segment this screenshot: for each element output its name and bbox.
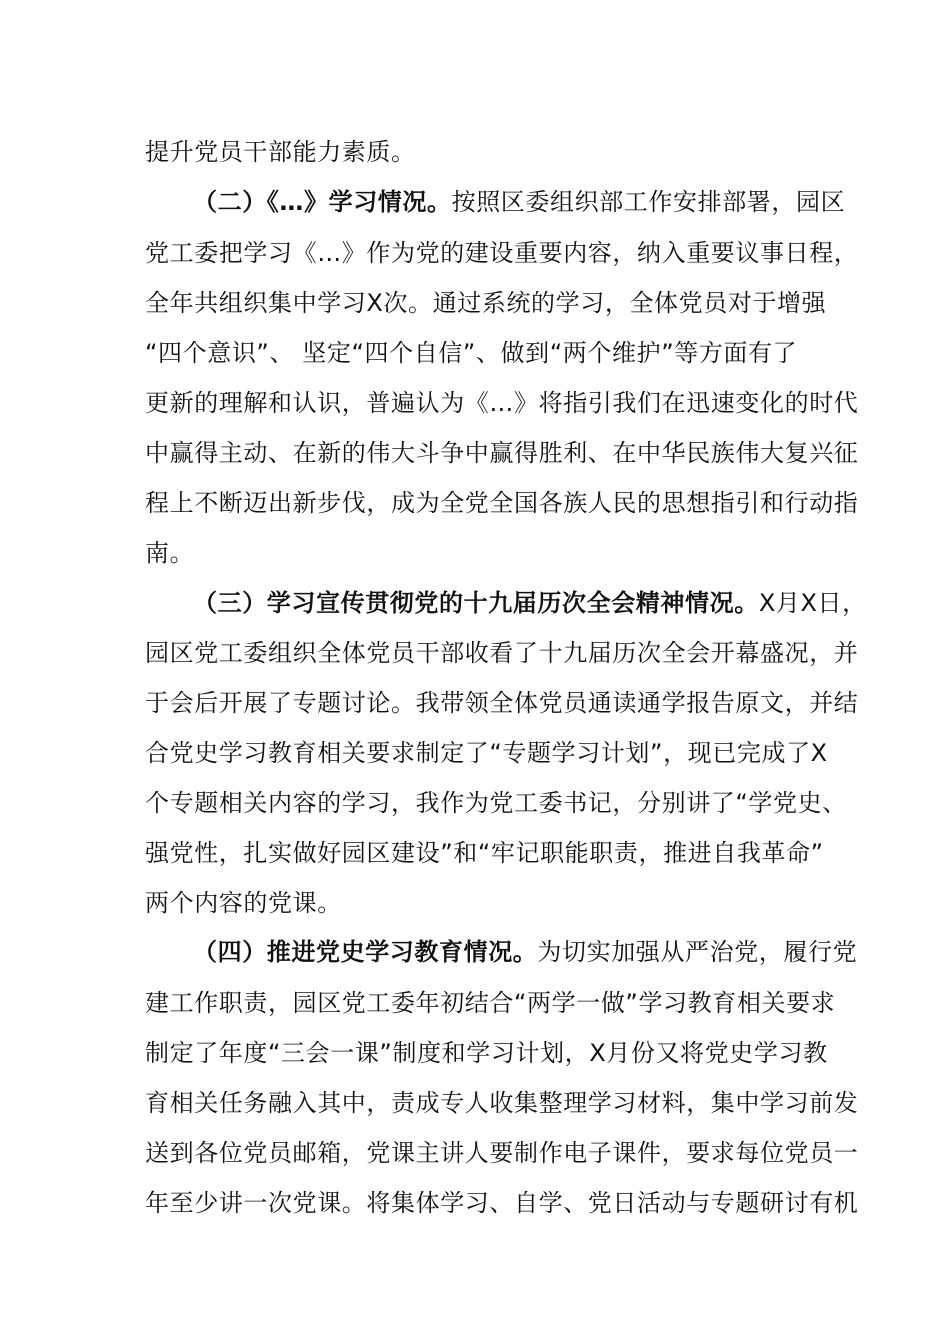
paragraph-first-line: （四）推进党史学习教育情况。为切实加强从严治党，履行党 xyxy=(193,938,858,966)
body-line: 年至少讲一次党课。将集体学习、自学、党日活动与专题研讨有机 xyxy=(145,1189,859,1217)
body-line: 强党性，扎实做好园区建设”和“牢记职能职责，推进自我革命” xyxy=(145,839,824,867)
body-line: 党工委把学习《…》作为党的建设重要内容，纳入重要议事日程， xyxy=(145,239,859,267)
body-line: 两个内容的党课。 xyxy=(145,889,342,917)
body-line: 合党史学习教育相关要求制定了“专题学习计划”，现已完成了X xyxy=(145,739,828,767)
body-line: 南。 xyxy=(145,539,195,567)
body-line: 更新的理解和认识，普遍认为《…》将指引我们在迅速变化的时代 xyxy=(145,389,859,417)
body-line: 个专题相关内容的学习，我作为党工委书记，分别讲了“学党史、 xyxy=(145,789,847,817)
paragraph-first-line: （二）《…》学习情况。按照区委组织部工作安排部署，园区 xyxy=(193,188,846,216)
body-line: 于会后开展了专题讨论。我带领全体党员通读通学报告原文，并结 xyxy=(145,689,859,717)
body-line: 制定了年度“三会一课”制度和学习计划，X月份又将党史学习教 xyxy=(145,1039,828,1067)
body-line: 全年共组织集中学习X次。通过系统的学习，全体党员对于增强 xyxy=(145,289,827,317)
body-line: 建工作职责，园区党工委年初结合“两学一做”学习教育相关要求 xyxy=(145,989,836,1017)
paragraph-first-line: （三）学习宣传贯彻党的十九届历次全会精神情况。X月X日， xyxy=(193,589,867,617)
body-line: 育相关任务融入其中，责成专人收集整理学习材料，集中学习前发 xyxy=(145,1089,859,1117)
body-line: “四个意识”、 坚定“四个自信”、做到“两个维护”等方面有了 xyxy=(145,339,798,367)
body-line: 送到各位党员邮箱，党课主讲人要制作电子课件，要求每位党员一 xyxy=(145,1139,859,1167)
body-line: 提升党员干部能力素质。 xyxy=(145,138,416,166)
section-heading-3: （三）学习宣传贯彻党的十九届历次全会精神情况。 xyxy=(193,589,759,617)
body-line: 程上不断迈出新步伐，成为全党全国各族人民的思想指引和行动指 xyxy=(145,489,859,517)
body-line: 中赢得主动、在新的伟大斗争中赢得胜利、在中华民族伟大复兴征 xyxy=(145,439,859,467)
section-heading-2: （二）《…》学习情况。 xyxy=(193,188,452,216)
body-line: 园区党工委组织全体党员干部收看了十九届历次全会开幕盛况，并 xyxy=(145,639,859,667)
section-heading-4: （四）推进党史学习教育情况。 xyxy=(193,938,538,966)
